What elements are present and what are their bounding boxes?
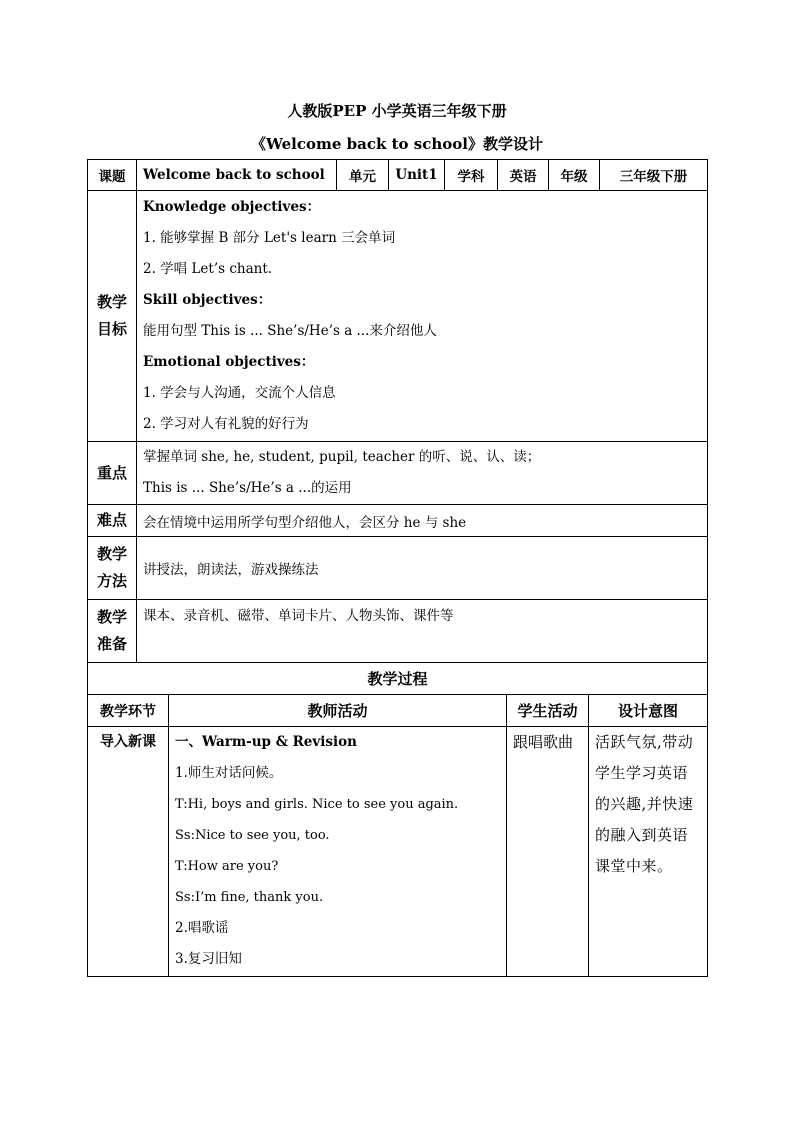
teaching-process-table bbox=[87, 662, 708, 977]
col-teacher-header: 教师活动 bbox=[169, 695, 507, 727]
preparation-label-line: 准备 bbox=[96, 635, 127, 653]
table-row bbox=[88, 727, 708, 977]
topic-label: 课题 bbox=[88, 160, 137, 191]
process-title: 教学过程 bbox=[88, 663, 708, 695]
teacher-activity-line: Ss:I’m fine, thank you. bbox=[175, 890, 324, 905]
lesson-info-table bbox=[87, 159, 708, 663]
design-purpose-line: 课堂中来。 bbox=[595, 857, 673, 875]
objectives-line: 能用句型 This is ... She’s/He’s a ...来介绍他人 bbox=[143, 323, 437, 339]
preparation-content: 课本、录音机、磁带、单词卡片、人物头饰、课件等 bbox=[137, 600, 708, 663]
methods-label bbox=[88, 537, 137, 600]
design-purpose-line: 的融入到英语 bbox=[595, 826, 689, 844]
preparation-label bbox=[88, 600, 137, 663]
objectives-line: 2. 学习对人有礼貌的好行为 bbox=[143, 416, 309, 432]
design-purpose-line: 的兴趣,并快速 bbox=[595, 795, 694, 813]
unit-label: 单元 bbox=[337, 160, 389, 191]
methods-content: 讲授法，朗读法，游戏操练法 bbox=[137, 537, 708, 600]
teacher-activity-line: 3.复习旧知 bbox=[175, 951, 242, 967]
subject-value: 英语 bbox=[498, 160, 549, 191]
key-points-line: 掌握单词 she, he, student, pupil, teacher 的听、说、认、读； bbox=[143, 449, 541, 465]
difficulties-content: 会在情境中运用所学句型介绍他人，会区分 he 与 she bbox=[137, 505, 708, 537]
teacher-activity-line: 2.唱歌谣 bbox=[175, 920, 229, 936]
objectives-label-line: 目标 bbox=[96, 320, 127, 338]
methods-label-line: 教学 bbox=[96, 545, 127, 563]
document-title: 人教版PEP 小学英语三年级下册 bbox=[287, 102, 507, 120]
grade-label: 年级 bbox=[549, 160, 600, 191]
col-student-header: 学生活动 bbox=[507, 695, 589, 727]
document-subtitle: 《Welcome back to school》教学设计 bbox=[251, 135, 543, 153]
key-points-line: This is ... She’s/He’s a ...的运用 bbox=[143, 480, 352, 496]
objectives-line: 1. 学会与人沟通，交流个人信息 bbox=[143, 385, 336, 401]
difficulties-label: 难点 bbox=[88, 505, 137, 537]
teacher-activity-line: Ss:Nice to see you, too. bbox=[175, 828, 330, 843]
design-purpose-line: 学生学习英语 bbox=[595, 764, 689, 782]
objectives-line: 2. 学唱 Let’s chant. bbox=[143, 261, 273, 277]
objectives-content bbox=[137, 191, 708, 442]
objectives-line: Skill objectives： bbox=[143, 292, 272, 308]
subject-label: 学科 bbox=[445, 160, 498, 191]
objectives-label bbox=[88, 191, 137, 442]
teacher-activity-cell bbox=[169, 727, 507, 977]
methods-label-line: 方法 bbox=[96, 572, 127, 590]
teacher-activity-line: T:Hi, boys and girls. Nice to see you again. bbox=[175, 797, 459, 812]
preparation-label-line: 教学 bbox=[96, 608, 127, 626]
student-activity-cell: 跟唱歌曲 bbox=[507, 727, 589, 977]
col-purpose-header: 设计意图 bbox=[589, 695, 708, 727]
key-points-label: 重点 bbox=[88, 442, 137, 505]
topic-value: Welcome back to school bbox=[137, 160, 337, 191]
stage-cell: 导入新课 bbox=[88, 727, 169, 977]
objectives-line: Emotional objectives： bbox=[143, 354, 315, 370]
objectives-line: Knowledge objectives： bbox=[143, 199, 321, 215]
design-purpose-cell bbox=[589, 727, 708, 977]
objectives-line: 1. 能够掌握 B 部分 Let's learn 三会单词 bbox=[143, 230, 396, 246]
teacher-activity-line: T:How are you? bbox=[175, 859, 279, 874]
objectives-label-line: 教学 bbox=[96, 293, 127, 311]
col-stage-header: 教学环节 bbox=[88, 695, 169, 727]
key-points-content bbox=[137, 442, 708, 505]
teacher-activity-line: 1.师生对话问候。 bbox=[175, 765, 283, 781]
grade-value: 三年级下册 bbox=[600, 160, 708, 191]
teacher-activity-line: 一、Warm-up & Revision bbox=[175, 734, 357, 750]
unit-value: Unit1 bbox=[389, 160, 445, 191]
design-purpose-line: 活跃气氛,带动 bbox=[595, 733, 694, 751]
